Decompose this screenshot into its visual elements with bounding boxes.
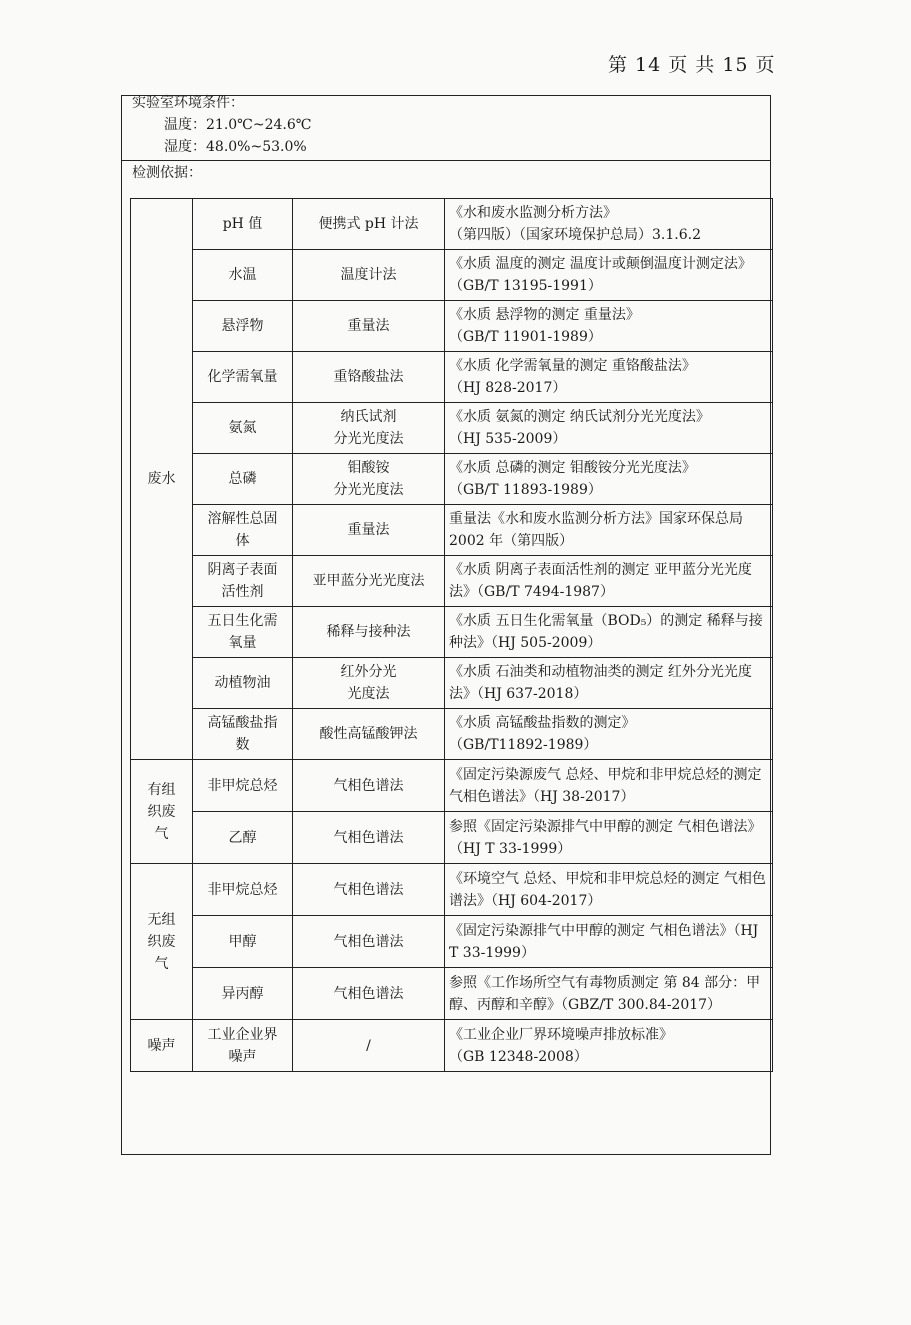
category-cell: 噪声 [131,1020,193,1072]
standard-cell: 《水质 阴离子表面活性剂的测定 亚甲蓝分光光度法》（GB/T 7494-1987） [445,556,773,607]
table-row [131,250,773,301]
category-cell: 有组 织废 气 [131,760,193,864]
method-cell: 稀释与接种法 [293,607,445,658]
method-cell: 气相色谱法 [293,812,445,864]
method-cell: 温度计法 [293,250,445,301]
item-cell: 非甲烷总烃 [193,760,293,812]
item-cell: 化学需氧量 [193,352,293,403]
method-cell: 气相色谱法 [293,760,445,812]
table-row [131,403,773,454]
method-cell: 纳氏试剂 分光光度法 [293,403,445,454]
item-cell: 溶解性总固 体 [193,505,293,556]
standard-cell: 《水和废水监测分析方法》 （第四版）（国家环境保护总局）3.1.6.2 [445,199,773,250]
standard-cell: 《水质 温度的测定 温度计或颠倒温度计测定法》（GB/T 13195-1991） [445,250,773,301]
item-cell: 五日生化需 氧量 [193,607,293,658]
item-cell: 乙醇 [193,812,293,864]
method-cell: 气相色谱法 [293,864,445,916]
category-cell: 无组 织废 气 [131,864,193,1020]
method-cell: 亚甲蓝分光光度法 [293,556,445,607]
standard-cell: 《水质 总磷的测定 钼酸铵分光光度法》 （GB/T 11893-1989） [445,454,773,505]
standard-cell: 《水质 悬浮物的测定 重量法》 （GB/T 11901-1989） [445,301,773,352]
table-row [131,658,773,709]
standard-cell: 《水质 石油类和动植物油类的测定 红外分光光度法》（HJ 637-2018） [445,658,773,709]
table-row [131,864,773,916]
method-cell: 重量法 [293,505,445,556]
standard-cell: 《水质 高锰酸盐指数的测定》 （GB/T11892-1989） [445,709,773,760]
method-cell: 气相色谱法 [293,916,445,968]
table-row [131,607,773,658]
standard-cell: 《环境空气 总烃、甲烷和非甲烷总烃的测定 气相色谱法》（HJ 604-2017） [445,864,773,916]
env-humidity: 湿度：48.0%~53.0% [164,139,307,155]
table-row [131,454,773,505]
standard-cell: 《水质 化学需氧量的测定 重铬酸盐法》 （HJ 828-2017） [445,352,773,403]
standard-cell: 《水质 氨氮的测定 纳氏试剂分光光度法》 （HJ 535-2009） [445,403,773,454]
item-cell: 水温 [193,250,293,301]
table-row [131,812,773,864]
item-cell: 工业企业界 噪声 [193,1020,293,1072]
standard-cell: 《工业企业厂界环境噪声排放标准》 （GB 12348-2008） [445,1020,773,1072]
standard-cell: 《固定污染源排气中甲醇的测定 气相色谱法》（HJ T 33-1999） [445,916,773,968]
lab-environment [122,96,770,161]
method-cell: 气相色谱法 [293,968,445,1020]
table-row [131,505,773,556]
method-cell: 重量法 [293,301,445,352]
page-number: 第 14 页 共 15 页 [608,54,776,76]
item-cell: 氨氮 [193,403,293,454]
method-cell: 重铬酸盐法 [293,352,445,403]
table-row [131,556,773,607]
category-cell: 废水 [131,199,193,760]
table-row [131,199,773,250]
table-row [131,760,773,812]
table-row [131,301,773,352]
table-row [131,1020,773,1072]
env-heading: 实验室环境条件： [132,95,244,111]
table-row [131,968,773,1020]
item-cell: 异丙醇 [193,968,293,1020]
method-cell: 红外分光 光度法 [293,658,445,709]
item-cell: 总磷 [193,454,293,505]
item-cell: 甲醇 [193,916,293,968]
item-cell: 非甲烷总烃 [193,864,293,916]
standard-cell: 《固定污染源废气 总烃、甲烷和非甲烷总烃的测定 气相色谱法》（HJ 38-2017） [445,760,773,812]
table-row [131,709,773,760]
method-cell: 酸性高锰酸钾法 [293,709,445,760]
method-cell: 便携式 pH 计法 [293,199,445,250]
item-cell: 悬浮物 [193,301,293,352]
standard-cell: 参照《工作场所空气有毒物质测定 第 84 部分：甲醇、丙醇和辛醇》（GBZ/T 300.84-2017） [445,968,773,1020]
item-cell: 阴离子表面 活性剂 [193,556,293,607]
standard-cell: 《水质 五日生化需氧量（BOD₅）的测定 稀释与接种法》（HJ 505-2009） [445,607,773,658]
item-cell: 高锰酸盐指 数 [193,709,293,760]
env-temperature: 温度：21.0℃~24.6℃ [164,117,312,133]
item-cell: pH 值 [193,199,293,250]
basis-title: 检测依据： [132,165,202,181]
standard-cell: 参照《固定污染源排气中甲醇的测定 气相色谱法》（HJ T 33-1999） [445,812,773,864]
method-cell: 钼酸铵 分光光度法 [293,454,445,505]
report-frame [121,95,771,1155]
table-row [131,352,773,403]
table-row [131,916,773,968]
method-cell: / [293,1020,445,1072]
methods-table [130,198,773,1072]
item-cell: 动植物油 [193,658,293,709]
standard-cell: 重量法《水和废水监测分析方法》国家环保总局 2002 年（第四版） [445,505,773,556]
